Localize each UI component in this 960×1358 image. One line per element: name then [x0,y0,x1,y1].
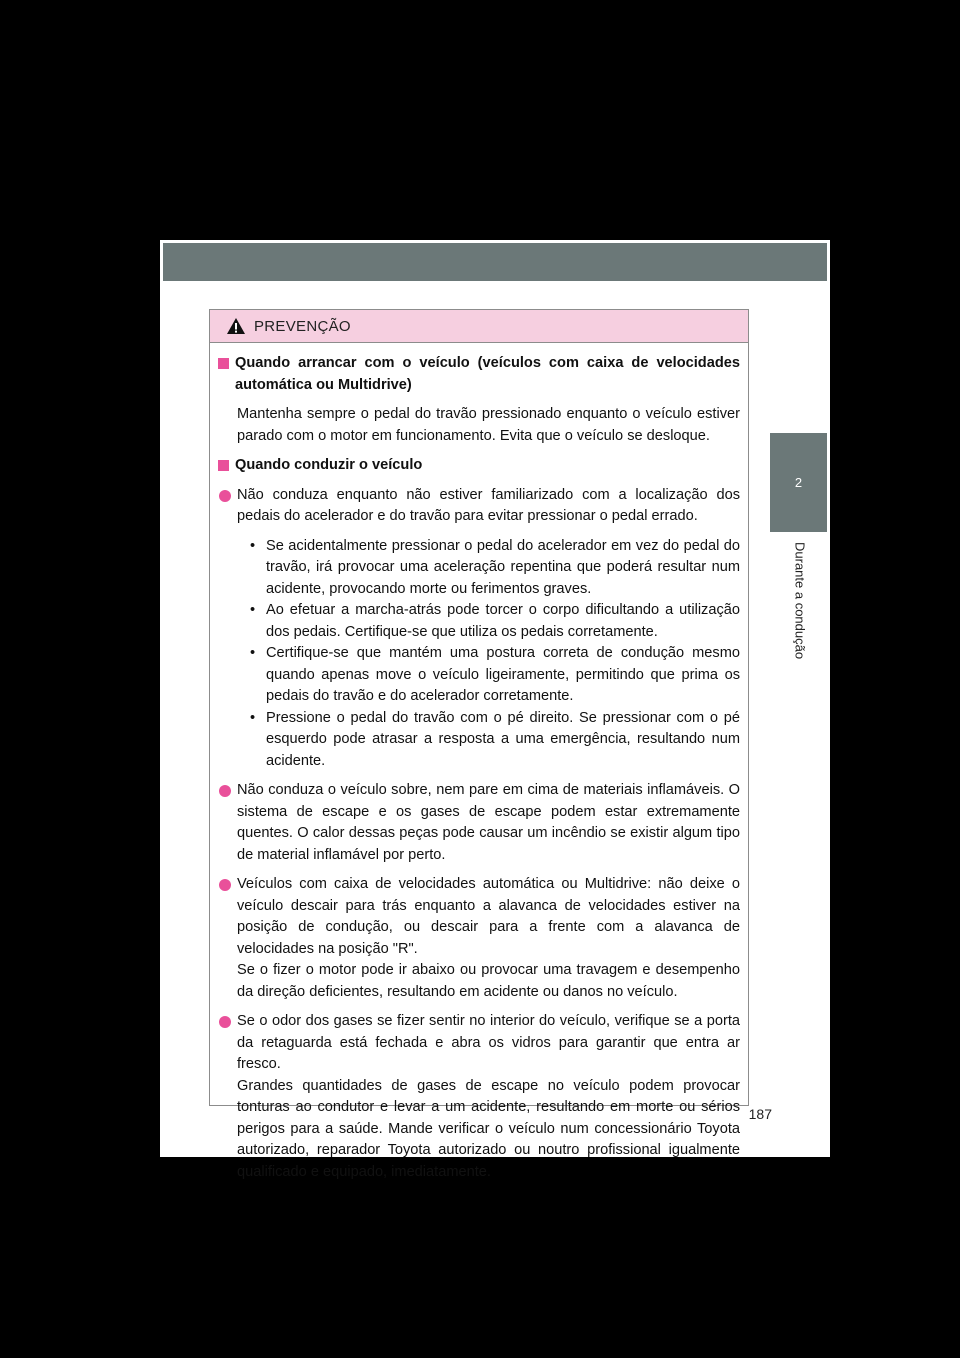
manual-page [160,240,830,1180]
sub-list-item: • Se acidentalmente pressionar o pedal do acelerador em vez do pedal do travão, irá provocar uma aceleração repentina que poderá resultar num acidente, provocando morte ou ferimentos graves. [250,537,740,597]
page-number: 187 [748,1106,772,1122]
chapter-number: 2 [794,475,803,490]
sub-list [250,536,740,773]
caution-header [210,310,748,343]
circle-bullet-icon [219,490,231,502]
section-heading: Quando arrancar com o veículo (veículos com caixa de velocidades automática ou Multidrive) [218,353,740,396]
list-item: Veículos com caixa de velocidades automática ou Multidrive: não deixe o veículo descair para trás enquanto a alavanca de velocidades estiver na posição de condução, ou descair para a frente com a alavanca de velocidades na posição "R". Se o fizer o motor pode ir abaixo ou provocar uma travagem e desempenho da direção deficientes, resultando em acidente ou danos no veículo. [218,874,740,1003]
sub-list-item: • Ao efetuar a marcha-atrás pode torcer o corpo dificultando a utilização dos pedais. Certifique-se que utiliza os pedais corretamente. [250,602,740,640]
section-heading: Quando conduzir o veículo [218,455,740,477]
caution-box [209,309,749,1180]
caution-body [210,343,748,1183]
chapter-tab [770,433,827,532]
caution-title: PREVENÇÃO [254,317,351,335]
sub-list-item: • Pressione o pedal do travão com o pé direito. Se pressionar com o pé esquerdo pode atrasar a resposta a uma emergência, resultando num acidente. [250,709,740,769]
circle-bullet-icon [219,1016,231,1028]
warning-triangle-icon [226,317,246,335]
square-bullet-icon [218,358,229,369]
list-item: Não conduza enquanto não estiver familiarizado com a localização dos pedais do acelerador e do travão para evitar pressionar o pedal errado. [218,485,740,528]
sub-list-item: • Certifique-se que mantém uma postura correta de condução mesmo quando apenas move o veículo ligeiramente, permitindo que prima os pedais do travão e do acelerador corretamente. [250,645,740,704]
list-item: Não conduza o veículo sobre, nem pare em cima de materiais inflamáveis. O sistema de escape e os gases de escape podem estar extremamente quentes. O calor dessas peças pode causar um incêndio se existir algum tipo de material inflamável por perto. [218,780,740,866]
chapter-label: Durante a condução [792,542,808,660]
header-bar [163,243,827,281]
section-text: Mantenha sempre o pedal do travão pressionado enquanto o veículo estiver parado com o motor em funcionamento. Evita que o veículo se desloque. [237,406,740,444]
circle-bullet-icon [219,879,231,891]
square-bullet-icon [218,460,229,471]
circle-bullet-icon [219,785,231,797]
list-item: Se o odor dos gases se fizer sentir no interior do veículo, verifique se a porta da retaguarda está fechada e abra os vidros para garantir que entra ar fresco. Grandes quantidades de gases de escape no veículo podem provocar tonturas ao condutor e levar a um acidente, resultando em morte ou sérios perigos para a saúde. Mande verificar o veículo num concessionário Toyota autorizado, reparador Toyota autorizado ou noutro profissional igualmente qualificado e equipado, imediatamente. [218,1011,740,1183]
